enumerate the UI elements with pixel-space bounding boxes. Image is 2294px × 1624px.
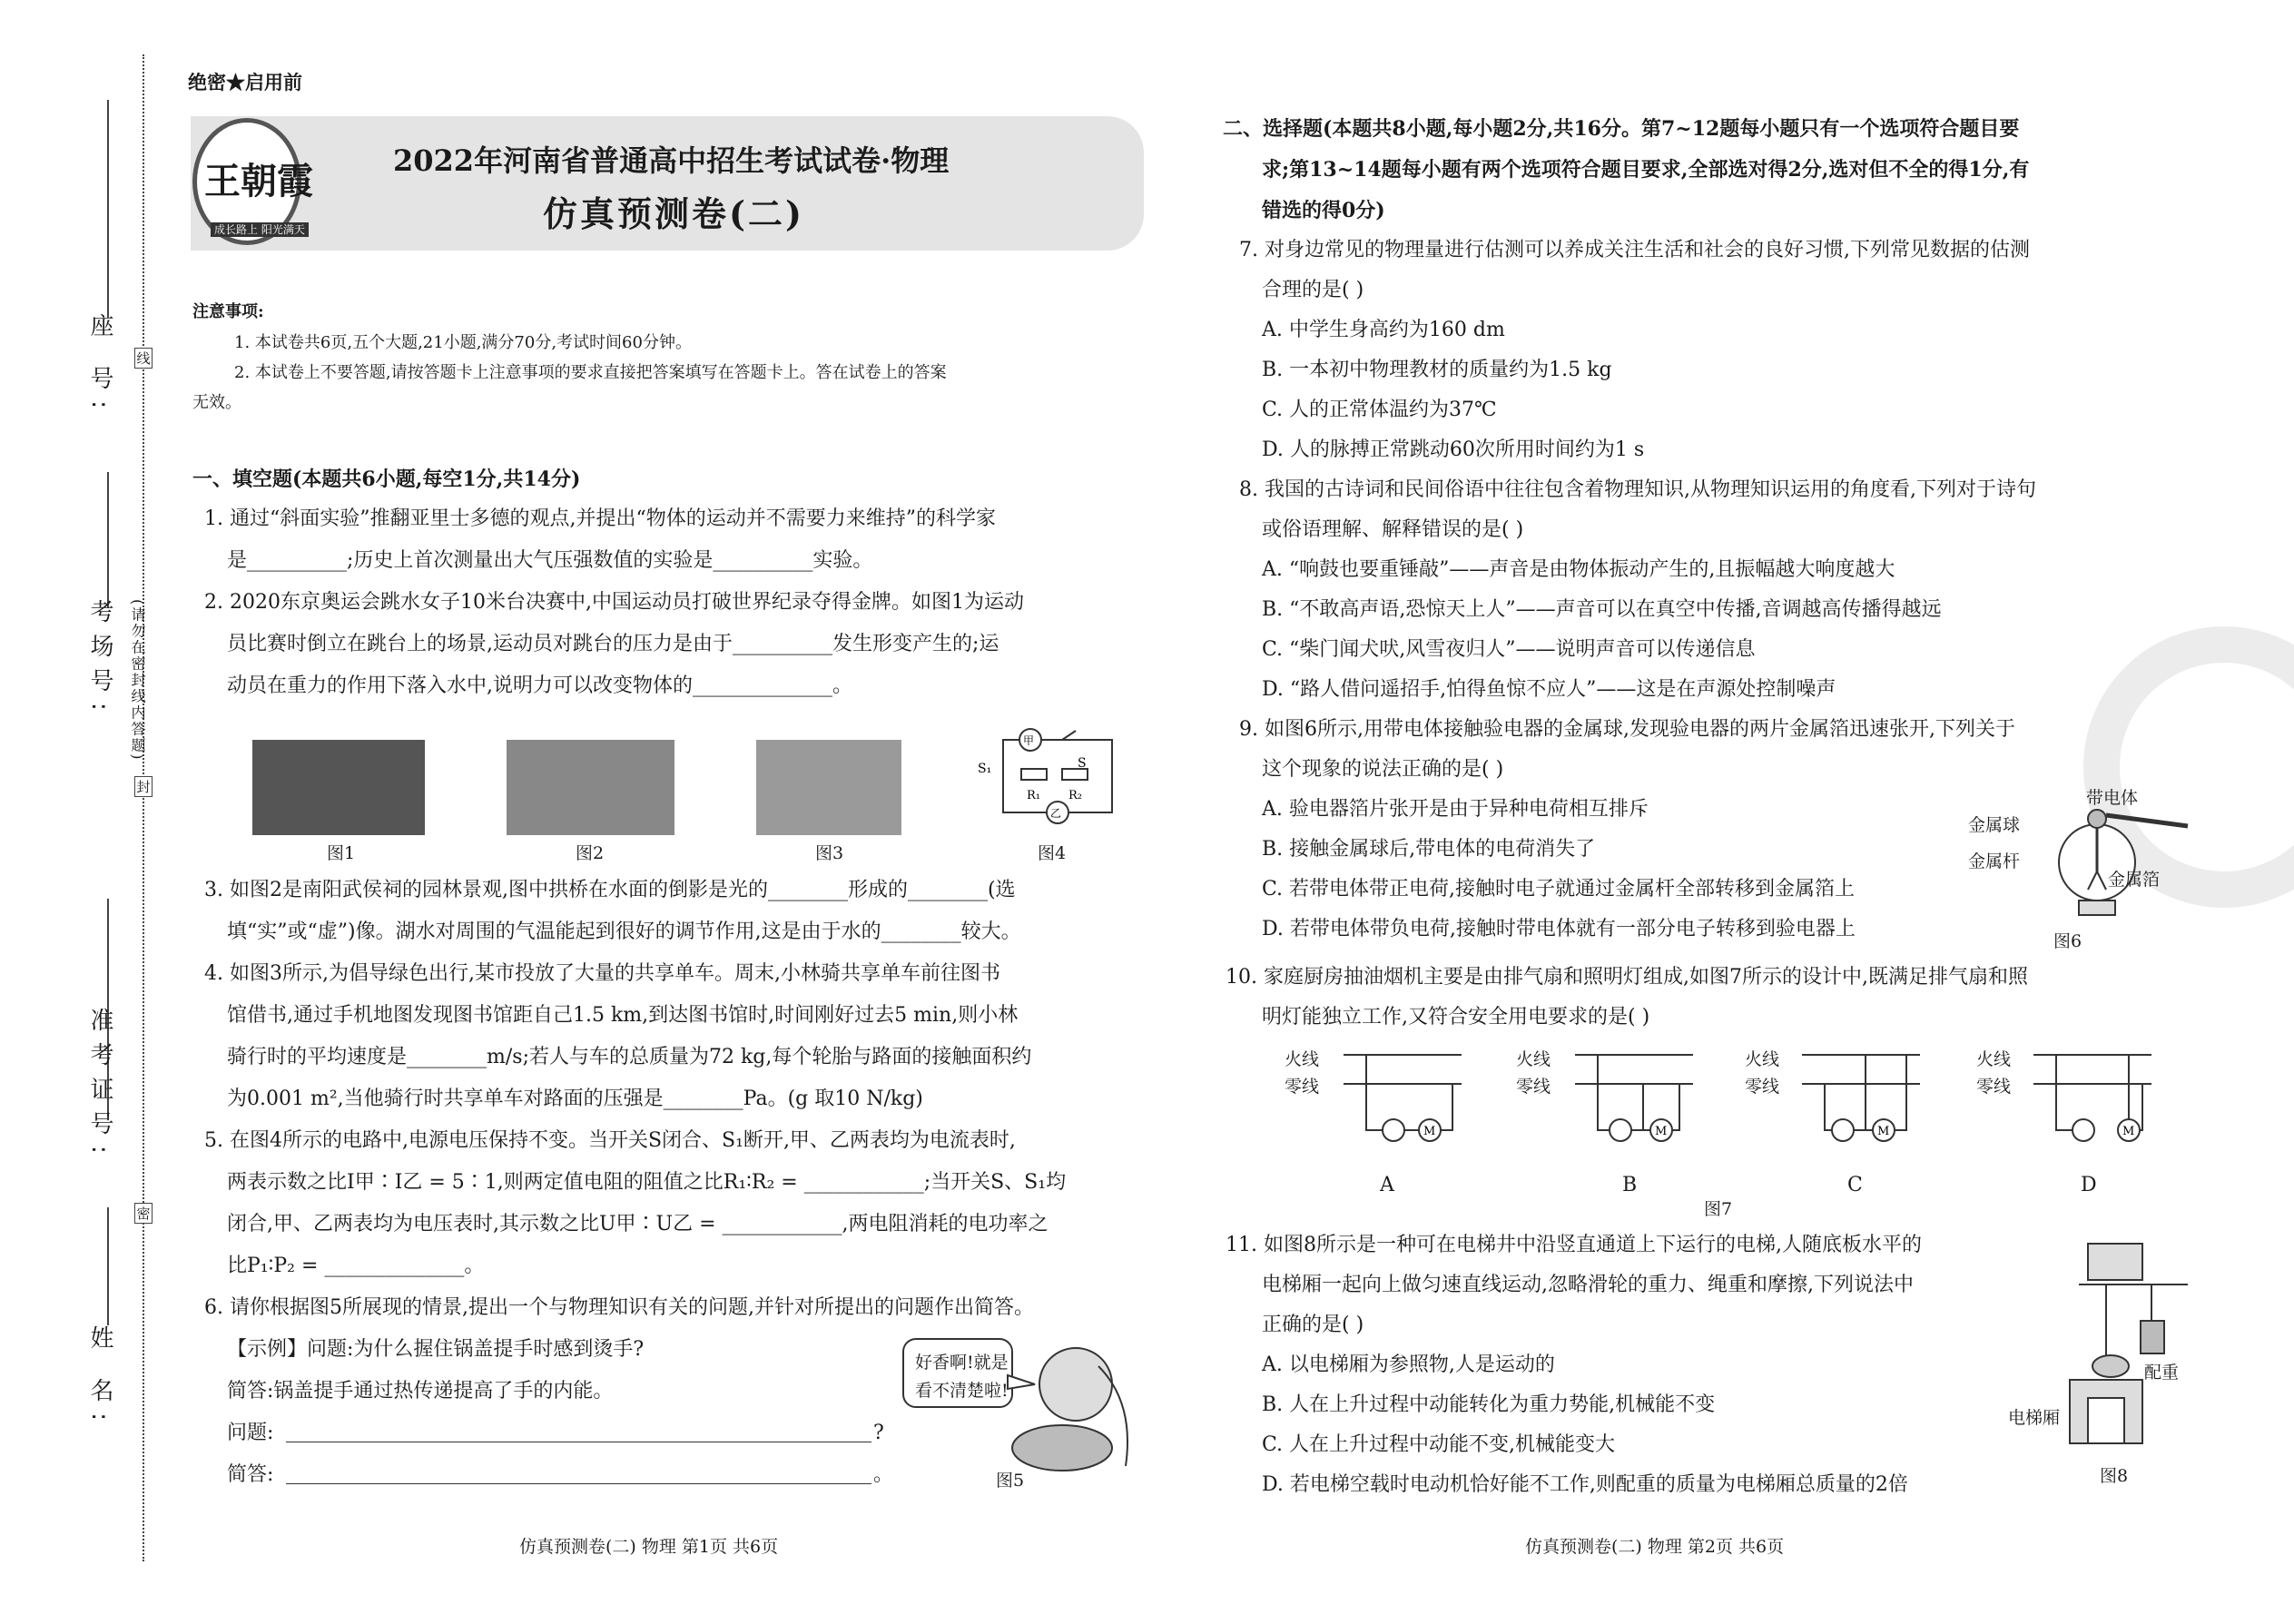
svg-text:S: S [1078,756,1087,771]
fig5-bubble-line2: 看不清楚啦! [915,1381,1009,1401]
room-label: 考场号: [86,599,113,722]
q5-line3: 闭合,甲、乙两表均为电压表时,其示数之比U甲∶U乙 = ____________,两电阻消耗的电功率之 [227,1213,1049,1235]
fig7-caption: 图7 [1704,1199,1733,1219]
q1-line1: 1. 通过“斜面实验”推翻亚里士多德的观点,并提出“物体的运动并不需要力来维持”的科学家 [204,507,996,530]
logo-text: 王朝霞 [204,160,313,202]
q7-line2: 合理的是( ) [1262,279,1364,301]
q7-line1: 7. 对身边常见的物理量进行估测可以养成关注生活和社会的良好习惯,下列常见数据的估测 [1239,239,2030,261]
q9-line2: 这个现象的说法正确的是( ) [1262,758,1504,781]
admission-label: 准考证号: [86,1008,113,1165]
q8-line2: 或俗语理解、解释错误的是( ) [1262,518,1524,541]
q10-line1: 10. 家庭厨房抽油烟机主要是由排气扇和照明灯组成,如图7所示的设计中,既满足排气扇和照 [1226,966,2028,989]
q11-line3: 正确的是( ) [1262,1314,1364,1336]
fig5-caption: 图5 [996,1471,1025,1491]
fig7-option-d: D [2081,1174,2097,1196]
q6-line1: 6. 请你根据图5所展现的情景,提出一个与物理知识有关的问题,并针对所提出的问题作出简答。 [204,1296,1034,1319]
q9-option-b: B. 接触金属球后,带电体的电荷消失了 [1262,838,1596,861]
fig6-label-metal-rod: 金属杆 [1968,851,2021,871]
dotted-seal-line [143,54,144,1561]
fig8-elevator [2061,1235,2197,1452]
section1-heading: 一、填空题(本题共6小题,每空1分,共14分) [192,468,581,491]
fig7-circuits [1280,1044,2197,1153]
q6-answer-blank[interactable] [286,1483,871,1484]
q2-line2: 员比赛时倒立在跳台上的场景,运动员对跳台的压力是由于__________发生形变产生的;运 [227,633,999,655]
fig6-label-charged-body: 带电体 [2086,788,2139,808]
q5-line1: 5. 在图4所示的电路中,电源电压保持不变。当开关S闭合、S₁断开,甲、乙两表均为电流表时, [204,1129,1016,1152]
q2-line3: 动员在重力的作用下落入水中,说明力可以改变物体的______________。 [227,674,852,697]
q6-example-answer: 简答:锅盖提手通过热传递提高了手的内能。 [227,1380,614,1403]
fig7-circuit-b [1575,1055,1693,1141]
q11-option-b: B. 人在上升过程中动能转化为重力势能,机械能不变 [1262,1393,1716,1416]
fig7-option-c: C [1847,1174,1863,1196]
q6-example-question: 【示例】问题:为什么握住锅盖提手时感到烫手? [227,1338,645,1361]
seal-char-xian: 线 [134,348,153,369]
q9-line1: 9. 如图6所示,用带电体接触验电器的金属球,发现验电器的两片金属箔迅速张开,下列关于 [1239,718,2015,741]
svg-text:S₁: S₁ [978,762,992,776]
q7-option-a: A. 中学生身高约为160 dm [1262,319,1505,341]
fig6-caption: 图6 [2053,931,2082,951]
svg-text:甲: 甲 [1023,734,1035,747]
fig3-caption: 图3 [815,843,844,863]
fig7-b-neutral: 零线 [1516,1077,1551,1097]
fig6-label-metal-ball: 金属球 [1968,815,2021,835]
exam-subtitle: 仿真预测卷(二) [543,193,804,234]
svg-text:乙: 乙 [1050,807,1062,820]
q6-answer-end: 。 [873,1463,894,1486]
q11-option-c: C. 人在上升过程中动能不变,机械能变大 [1262,1433,1616,1456]
svg-text:M: M [1423,1125,1436,1138]
q6-question-end: ? [873,1422,884,1444]
q5-line4: 比P₁∶P₂ = ______________。 [227,1255,485,1277]
fig7-circuit-a [1344,1055,1462,1141]
q6-question-label: 问题: [227,1422,274,1444]
seat-label: 座 号: [86,313,113,420]
footer-right: 仿真预测卷(二) 物理 第2页 共6页 [1525,1537,1785,1557]
q8-option-c: C. “柴门闻犬吠,风雪夜归人”——说明声音可以传递信息 [1262,638,1756,661]
seat-field-line [107,100,109,318]
fig5-bubble-line1: 好香啊!就是 [915,1353,1009,1373]
fig7-option-a: A [1380,1174,1394,1196]
fig3-photo [756,740,901,835]
footer-left: 仿真预测卷(二) 物理 第1页 共6页 [519,1537,779,1557]
q3-line2: 填“实”或“虚”)像。湖水对周围的气温能起到很好的调节作用,这是由于水的________较大。 [227,920,1021,943]
logo-tagline: 成长路上 阳光满天 [211,222,309,237]
notice-item-2-cont: 无效。 [192,393,241,412]
fig7-d-live: 火线 [1976,1049,2012,1069]
q10-line2: 明灯能独立工作,又符合安全用电要求的是( ) [1262,1006,1650,1029]
fig7-a-neutral: 零线 [1285,1077,1320,1097]
q8-line1: 8. 我国的古诗词和民间俗语中往往包含着物理知识,从物理知识运用的角度看,下列对于诗句 [1239,478,2036,501]
q6-answer-label: 简答: [227,1463,274,1486]
q11-line1: 11. 如图8所示是一种可在电梯井中沿竖直通道上下运行的电梯,人随底板水平的 [1226,1234,1922,1256]
q4-line4: 为0.001 m²,当他骑行时共享单车对路面的压强是________Pa。(g 取10 N/kg) [227,1088,923,1110]
fig2-photo [507,740,674,835]
fig8-label-car: 电梯厢 [2008,1408,2061,1428]
fig1-caption: 图1 [327,843,356,863]
svg-text:M: M [1877,1125,1890,1138]
q11-option-a: A. 以电梯厢为参照物,人是运动的 [1262,1353,1555,1376]
fig7-d-neutral: 零线 [1976,1077,2012,1097]
seal-char-feng: 封 [134,776,153,797]
name-label: 姓 名: [86,1325,113,1432]
fig7-circuit-c [1802,1055,1920,1141]
q9-option-c: C. 若带电体带正电荷,接触时电子就通过金属杆全部转移到金属箔上 [1262,878,1856,901]
notice-item-1: 1. 本试卷共6页,五个大题,21小题,满分70分,考试时间60分钟。 [234,333,692,352]
section2-heading-line1: 二、选择题(本题共8小题,每小题2分,共16分。第7~12题每小题只有一个选项符合题目要 [1223,117,2020,141]
name-field-line [107,1207,109,1325]
fig2-caption: 图2 [576,843,605,863]
svg-text:R₂: R₂ [1068,789,1082,802]
fig6-label-metal-foil: 金属箔 [2108,870,2161,890]
q9-option-d: D. 若带电体带负电荷,接触时带电体就有一部分电子转移到验电器上 [1262,918,1856,940]
q8-option-a: A. “响鼓也要重锤敲”——声音是由物体振动产生的,且振幅越大响度越大 [1262,558,1895,581]
q4-line2: 馆借书,通过手机地图发现图书馆距自己1.5 km,到达图书馆时,时间刚好过去5 min,则小林 [227,1004,1019,1027]
q9-option-a: A. 验电器箔片张开是由于异种电荷相互排斥 [1262,798,1649,821]
q4-line1: 4. 如图3所示,为倡导绿色出行,某市投放了大量的共享单车。周末,小林骑共享单车前往图书 [204,962,1000,985]
q7-option-c: C. 人的正常体温约为37℃ [1262,399,1497,421]
q5-line2: 两表示数之比I甲∶I乙 = 5∶1,则两定值电阻的阻值之比R₁∶R₂ = ____________;当开关S、S₁均 [227,1171,1067,1194]
q8-option-b: B. “不敢高声语,恐惊天上人”——声音可以在真空中传播,音调越高传播得越远 [1262,598,1942,621]
fig7-c-live: 火线 [1745,1049,1780,1069]
exam-title: 2022年河南省普通高中招生考试试卷·物理 [393,143,950,178]
q4-line3: 骑行时的平均速度是________m/s;若人与车的总质量为72 kg,每个轮胎与路面的接触面积约 [227,1046,1032,1068]
fig4-caption: 图4 [1038,843,1067,863]
fig8-label-counterweight: 配重 [2144,1363,2180,1383]
q3-line1: 3. 如图2是南阳武侯祠的园林景观,图中拱桥在水面的倒影是光的________形成的________(选 [204,879,1016,901]
fig8-caption: 图8 [2100,1466,2129,1486]
svg-text:M: M [1655,1125,1668,1138]
notice-title: 注意事项: [192,302,264,321]
section2-heading-line2: 求;第13~14题每小题有两个选项符合题目要求,全部选对得2分,选对但不全的得1分,有 [1262,158,2030,182]
section2-heading-line3: 错选的得0分) [1262,199,1385,222]
room-field-line [107,472,109,608]
q8-option-d: D. “路人借问遥招手,怕得鱼惊不应人”——这是在声源处控制噪声 [1262,678,1836,701]
fig7-circuit-d [2033,1055,2151,1141]
notice-item-2: 2. 本试卷上不要答题,请按答题卡上注意事项的要求直接把答案填写在答题卡上。答在试卷上的答案 [234,363,947,382]
seal-char-mi: 密 [134,1203,153,1224]
fig1-photo [252,740,425,835]
q7-option-d: D. 人的脉搏正常跳动60次所用时间约为1 s [1262,438,1645,461]
fig7-c-neutral: 零线 [1745,1077,1780,1097]
q11-line2: 电梯厢一起向上做匀速直线运动,忽略滑轮的重力、绳重和摩擦,下列说法中 [1262,1274,1914,1296]
seal-note: (请勿在密封线内答题) [129,599,146,762]
q2-line1: 2. 2020东京奥运会跳水女子10米台决赛中,中国运动员打破世界纪录夺得金牌。如图1为运动 [204,591,1024,614]
svg-text:R₁: R₁ [1027,789,1040,802]
fig7-option-b: B [1622,1174,1638,1196]
fig7-a-live: 火线 [1285,1049,1320,1069]
svg-text:M: M [2122,1125,2135,1138]
q1-line2: 是__________;历史上首次测量出大气压强数值的实验是__________实验。 [227,549,873,572]
fig7-b-live: 火线 [1516,1049,1551,1069]
fig4-circuit [976,722,1130,835]
secret-mark: 绝密★启用前 [188,71,302,94]
q7-option-b: B. 一本初中物理教材的质量约为1.5 kg [1262,359,1612,381]
q11-option-d: D. 若电梯空载时电动机恰好能不工作,则配重的质量为电梯厢总质量的2倍 [1262,1473,1908,1496]
fig6-electroscope [2043,799,2197,926]
